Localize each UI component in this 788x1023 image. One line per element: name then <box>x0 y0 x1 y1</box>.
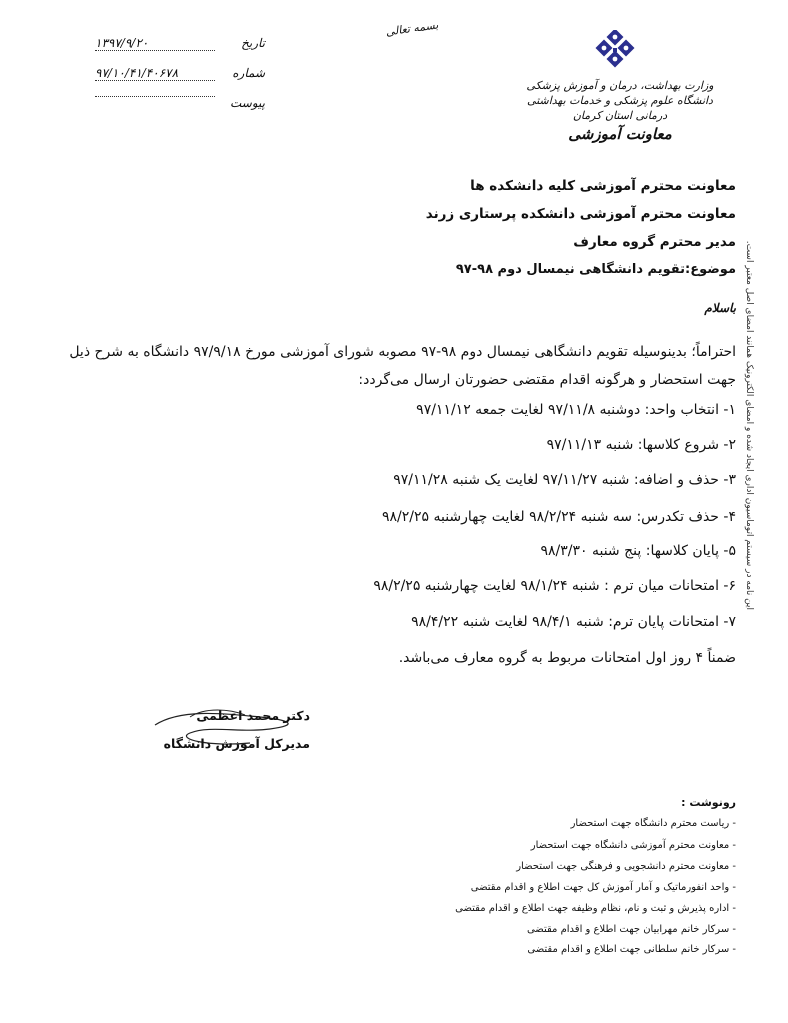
date-row <box>95 36 265 56</box>
calendar-item: ۲- شروع کلاسها: شنبه ۹۷/۱۱/۱۳ <box>546 437 736 453</box>
cc-item: - اداره پذیرش و ثبت و نام، نظام وظیفه جهت اطلاع و اقدام مقتضی <box>455 903 736 914</box>
department-name: معاونت آموزشی <box>568 125 672 143</box>
cc-item: - سرکار خانم سلطانی جهت اطلاع و اقدام مقتضی <box>527 944 736 955</box>
ministry-name: وزارت بهداشت، درمان و آموزش پزشکی <box>526 79 714 92</box>
attachment-value <box>95 96 215 97</box>
cc-item: - ریاست محترم دانشگاه جهت استحضار <box>570 818 736 829</box>
attachment-row <box>95 96 265 116</box>
cc-title: رونوشت : <box>681 796 736 809</box>
signatory-title: مدیرکل آموزش دانشگاه <box>163 736 310 751</box>
date-label: تاریخ <box>241 36 265 50</box>
basmala: بسمه تعالی <box>384 18 440 39</box>
subject-line: موضوع:تقویم دانشگاهی نیمسال دوم ۹۸-۹۷ <box>455 262 736 277</box>
electronic-signature-note: این نامه در سیستم اتوماسیون اداری ایجاد شده و امضای الکترونیک همانند امضای اصل معتبر است. <box>744 240 754 610</box>
calendar-item: ۷- امتحانات پایان ترم: شنبه ۹۸/۴/۱ لغایت شنبه ۹۸/۴/۲۲ <box>411 614 736 630</box>
number-row <box>95 66 265 86</box>
calendar-item: ۶- امتحانات میان ترم : شنبه ۹۸/۱/۲۴ لغایت چهارشنبه ۹۸/۲/۲۵ <box>373 578 736 594</box>
addressee-2: معاونت محترم آموزشی دانشکده پرستاری زرند <box>425 206 736 222</box>
closing-note: ضمناً ۴ روز اول امتحانات مربوط به گروه معارف می‌باشد. <box>398 650 736 666</box>
date-value: ۱۳۹۷/۹/۲۰ <box>95 36 215 51</box>
cc-item: - واحد انفورماتیک و آمار آموزش کل جهت اطلاع و اقدام مقتضی <box>470 882 736 893</box>
cc-item: - معاونت محترم دانشجویی و فرهنگی جهت استحضار <box>516 861 736 872</box>
number-label: شماره <box>232 66 265 80</box>
calendar-item: ۴- حذف تکدرس: سه شنبه ۹۸/۲/۲۴ لغایت چهارشنبه ۹۸/۲/۲۵ <box>382 509 736 525</box>
addressee-1: معاونت محترم آموزشی کلیه دانشکده ها <box>470 178 736 194</box>
cc-item: - سرکار خانم مهرابیان جهت اطلاع و اقدام مقتضی <box>526 924 736 935</box>
university-logo-icon <box>594 30 636 74</box>
intro-paragraph: احتراماً؛ بدینوسیله تقویم دانشگاهی نیمسال دوم ۹۸-۹۷ مصوبه شورای آموزشی مورخ ۹۷/۹/۱۸ دانشگاه به شرح ذیل جهت استحضار و هرگونه اقدام مقتضی حضورتان ارسال می‌گردد: <box>69 344 736 388</box>
calendar-item: ۵- پایان کلاسها: پنج شنبه ۹۸/۳/۳۰ <box>540 543 736 559</box>
greeting: باسلام <box>704 301 736 315</box>
calendar-item: ۱- انتخاب واحد: دوشنبه ۹۷/۱۱/۸ لغایت جمعه ۹۷/۱۱/۱۲ <box>416 402 736 418</box>
attachment-label: پیوست <box>230 96 265 110</box>
addressee-3: مدیر محترم گروه معارف <box>573 234 736 250</box>
university-name: دانشگاه علوم پزشکی و خدمات بهداشتی درمانی استان کرمان <box>527 94 713 122</box>
cc-item: - معاونت محترم آموزشی دانشگاه جهت استحضار <box>530 840 736 851</box>
calendar-item: ۳- حذف و اضافه: شنبه ۹۷/۱۱/۲۷ لغایت یک شنبه ۹۷/۱۱/۲۸ <box>393 472 736 488</box>
signatory-name: دکتر محمد اعظمی <box>196 708 310 723</box>
number-value: ۹۷/۱۰/۴۱/۴۰۶۷۸ <box>95 66 215 81</box>
organization-block <box>520 78 720 142</box>
